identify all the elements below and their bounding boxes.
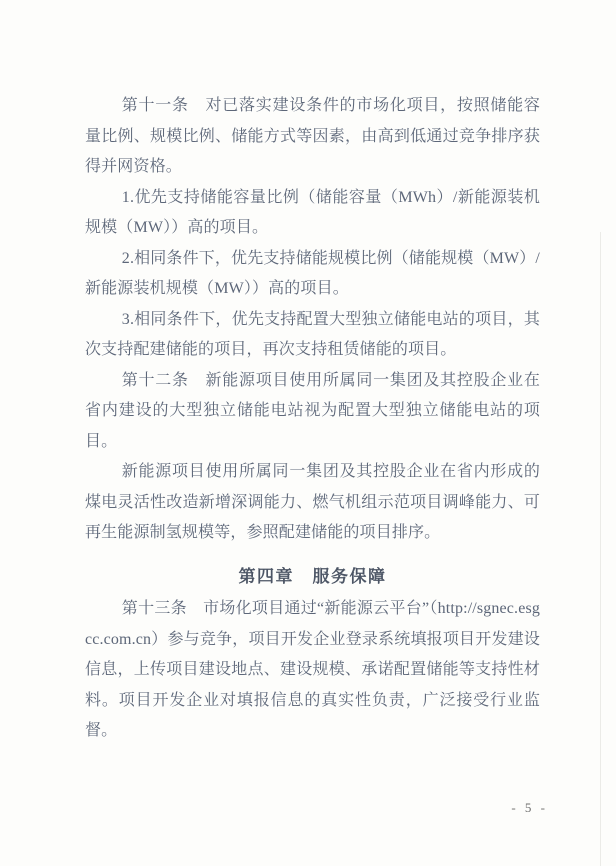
scan-edge-line xyxy=(600,232,601,866)
page-number: - 5 - xyxy=(511,800,548,815)
document-text-block xyxy=(85,91,540,747)
paragraph-item-2: 2.相同条件下，优先支持储能规模比例（储能规模（MW）/新能源装机规模（MW））高的项目。 xyxy=(85,249,540,297)
paragraph-article-11: 第十一条 对已落实建设条件的市场化项目，按照储能容量比例、规模比例、储能方式等因素，由高到低通过竞争排序获得并网资格。 xyxy=(85,97,540,175)
paragraph-article-13: 第十三条 市场化项目通过“新能源云平台”（http://sgnec.esgcc.com.cn）参与竞争，项目开发企业登录系统填报项目开发建设信息，上传项目建设地点、建设规模、承诺配置储能等支持性材料。项目开发企业对填报信息的真实性负责，广泛接受行业监督。 xyxy=(85,600,540,739)
paragraph-item-1: 1.优先支持储能容量比例（储能容量（MWh）/新能源装机规模（MW））高的项目。 xyxy=(85,188,540,236)
chapter-heading: 第四章 服务保障 xyxy=(238,566,387,586)
paragraph-article-12: 第十二条 新能源项目使用所属同一集团及其控股企业在省内建设的大型独立储能电站视为配置大型独立储能电站的项目。 xyxy=(85,371,540,450)
paragraph-item-3: 3.相同条件下，优先支持配置大型独立储能电站的项目，其次支持配建储能的项目，再次支持租赁储能的项目。 xyxy=(85,310,540,358)
paragraph-article-12-continued: 新能源项目使用所属同一集团及其控股企业在省内形成的煤电灵活性改造新增深调能力、燃气机组示范项目调峰能力、可再生能源制氢规模等，参照配建储能的项目排序。 xyxy=(85,463,540,541)
